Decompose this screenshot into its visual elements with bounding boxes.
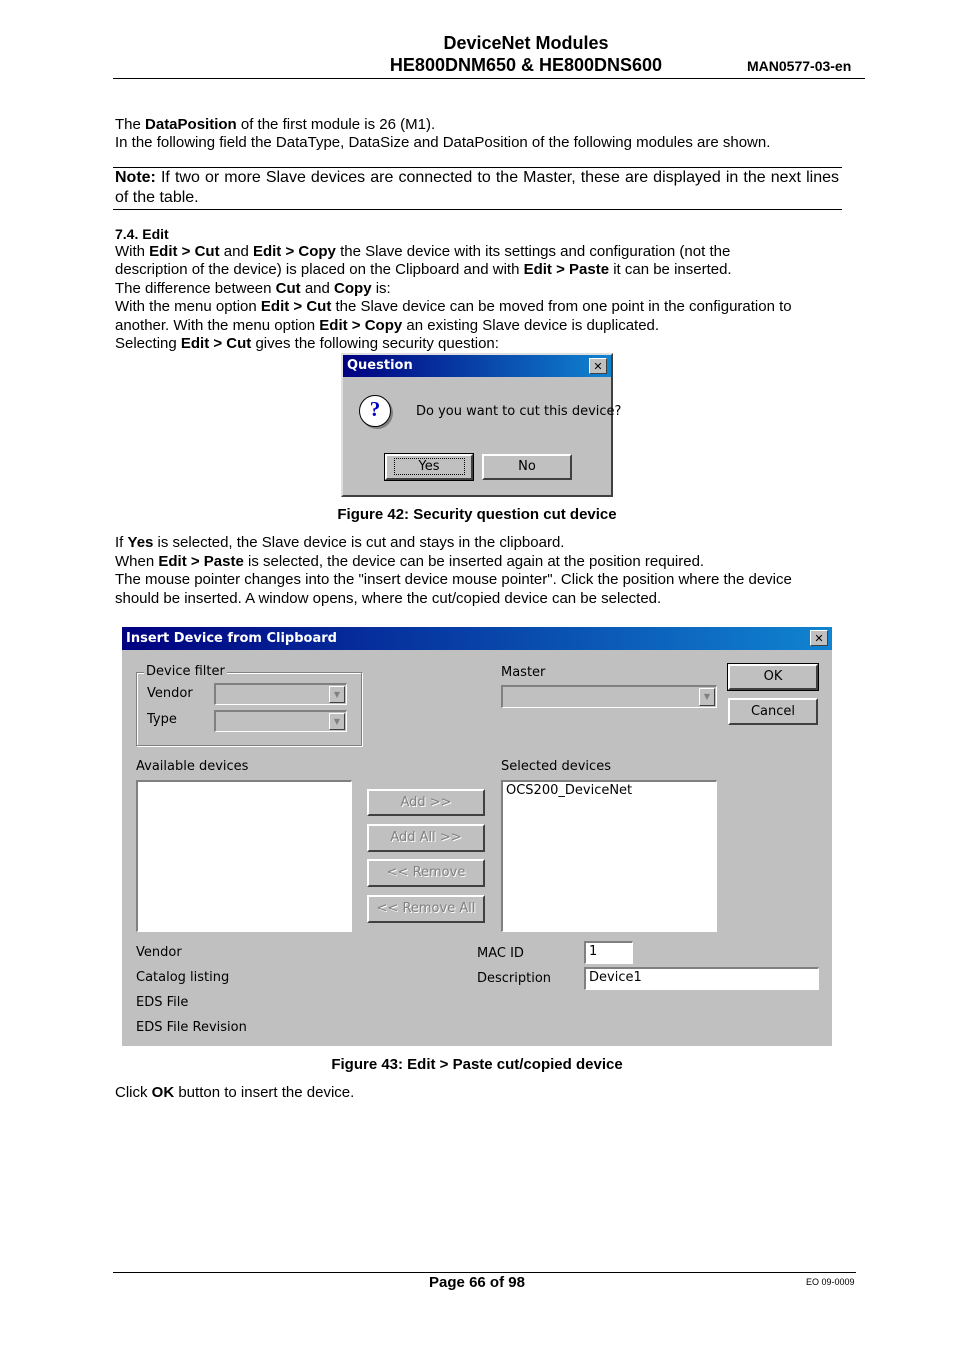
section-para-line-1: With Edit > Cut and Edit > Copy the Slave device with its settings and configuration (not the	[115, 243, 731, 260]
cancel-button[interactable]: Cancel	[728, 698, 818, 725]
device-filter-label: Device filter	[146, 664, 225, 679]
chevron-down-icon: ▼	[329, 713, 345, 730]
mac-id-label: MAC ID	[477, 946, 524, 961]
type-filter-select[interactable]	[214, 710, 347, 732]
insert-dialog-title: Insert Device from Clipboard	[126, 631, 337, 646]
available-devices-label: Available devices	[136, 759, 249, 774]
doc-code: MAN0577-03-en	[747, 58, 852, 74]
available-devices-list[interactable]	[136, 780, 352, 932]
question-titlebar	[343, 355, 611, 377]
question-icon: ?	[359, 395, 391, 427]
intro-line-2: In the following field the DataType, DataSize and DataPosition of the following modules are shown.	[115, 134, 771, 151]
info-eds-label: EDS File	[136, 995, 189, 1010]
chevron-down-icon: ▼	[699, 688, 715, 706]
no-button[interactable]: No	[482, 454, 572, 480]
insert-dialog-titlebar	[122, 627, 832, 650]
note-text: If two or more Slave devices are connected to the Master, these are displayed in the next lines of the table.	[115, 169, 839, 206]
figure-42-caption: Figure 42: Security question cut device	[337, 506, 617, 523]
section-para-line-3: The difference between Cut and Copy is:	[115, 280, 391, 297]
page-number: Page 66 of 98	[429, 1274, 525, 1291]
ok-button[interactable]: OK	[728, 664, 818, 690]
yes-button[interactable]: Yes	[385, 454, 473, 480]
info-catalog-label: Catalog listing	[136, 970, 230, 985]
type-filter-label: Type	[147, 712, 177, 727]
vendor-filter-select[interactable]	[214, 683, 347, 705]
note-box	[115, 168, 839, 207]
close-icon[interactable]: ✕	[810, 630, 828, 646]
question-message: Do you want to cut this device?	[416, 404, 622, 419]
after-line-4: should be inserted. A window opens, where the cut/copied device can be selected.	[115, 590, 662, 607]
footer-rule	[113, 1272, 856, 1273]
section-para-line-6: Selecting Edit > Cut gives the following security question:	[115, 335, 499, 352]
doc-title-line2: HE800DNM650 & HE800DNS600	[389, 55, 663, 75]
remove-all-button[interactable]: << Remove All	[367, 895, 485, 923]
footer-code: EO 09-0009	[806, 1277, 855, 1287]
section-para-line-5: another. With the menu option Edit > Copy an existing Slave device is duplicated.	[115, 317, 660, 334]
selected-devices-list[interactable]	[501, 780, 717, 932]
doc-title-line1: DeviceNet Modules	[443, 33, 609, 53]
description-label: Description	[477, 971, 552, 986]
close-icon[interactable]: ✕	[589, 358, 607, 374]
info-eds-revision-label: EDS File Revision	[136, 1020, 247, 1035]
section-para-line-2: description of the device) is placed on the Clipboard and with Edit > Paste it can be inserted.	[115, 261, 732, 278]
master-label: Master	[501, 665, 546, 680]
after-line-1: If Yes is selected, the Slave device is cut and stays in the clipboard.	[115, 534, 565, 551]
remove-button[interactable]: << Remove	[367, 859, 485, 887]
intro-line-1: The DataPosition of the first module is 26 (M1).	[115, 116, 436, 133]
add-all-button[interactable]: Add All >>	[367, 824, 485, 852]
list-item[interactable]: OCS200_DeviceNet	[506, 783, 633, 798]
insert-device-dialog	[122, 627, 832, 1046]
figure-43-caption: Figure 43: Edit > Paste cut/copied device	[331, 1056, 623, 1073]
after-line-3: The mouse pointer changes into the "insert device mouse pointer". Click the position where the device	[115, 571, 792, 588]
closing-line: Click OK button to insert the device.	[115, 1084, 355, 1101]
section-heading: 7.4. Edit	[115, 226, 169, 242]
add-button[interactable]: Add >>	[367, 789, 485, 816]
master-select[interactable]	[501, 685, 717, 708]
after-line-2: When Edit > Paste is selected, the device can be inserted again at the position required.	[115, 553, 705, 570]
description-field[interactable]: Device1	[584, 967, 819, 990]
mac-id-field[interactable]: 1	[584, 941, 633, 964]
note-label: Note:	[115, 169, 156, 186]
question-dialog	[341, 353, 622, 497]
question-title: Question	[347, 358, 413, 373]
chevron-down-icon: ▼	[329, 686, 345, 703]
info-vendor-label: Vendor	[136, 945, 182, 960]
vendor-filter-label: Vendor	[147, 686, 193, 701]
note-rule-bottom	[113, 209, 842, 210]
header-rule	[113, 78, 865, 79]
section-para-line-4: With the menu option Edit > Cut the Slave device can be moved from one point in the configuration to	[115, 298, 792, 315]
selected-devices-label: Selected devices	[501, 759, 611, 774]
